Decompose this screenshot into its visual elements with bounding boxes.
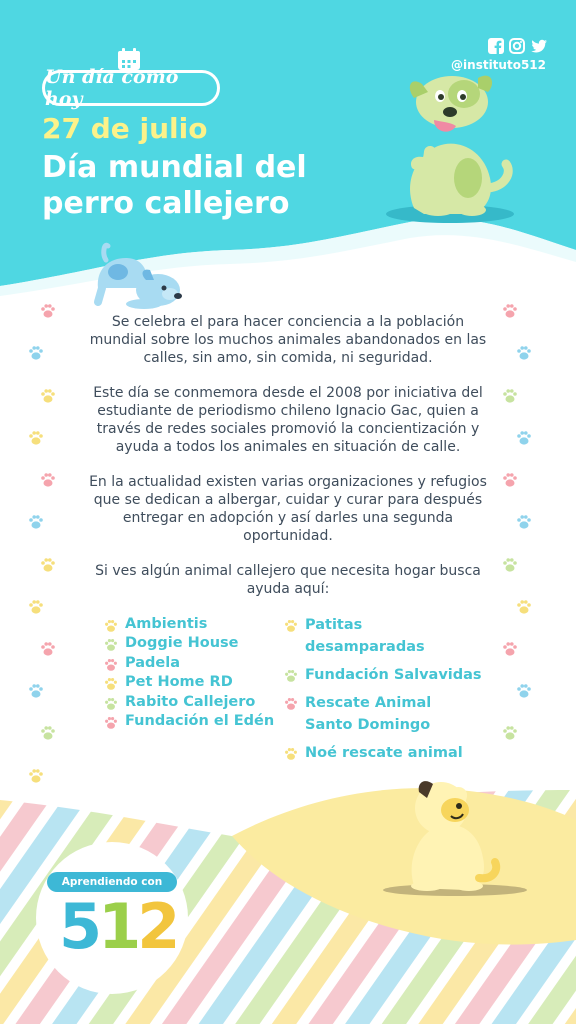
sitting-dog-illustration	[380, 68, 530, 228]
paragraph-help: Si ves algún animal callejero que necesita hogar busca ayuda aquí:	[95, 563, 481, 597]
organizations-list-right	[284, 614, 485, 770]
organization-name: Doggie House	[125, 635, 239, 652]
list-item	[104, 635, 274, 654]
paw-icon	[104, 716, 118, 730]
paw-icon	[104, 638, 118, 652]
organization-name: Fundación Salvavidas	[305, 667, 482, 683]
logo-digit-5: 5	[59, 890, 99, 963]
paw-icon	[104, 658, 118, 672]
organization-name: Fundación el Edén	[125, 712, 275, 729]
list-item	[104, 655, 274, 674]
paragraph-intro: Se celebra el para hacer conciencia a la población mundial sobre los muchos animales abandonados en las calles, sin amo, sin comida, ni seguridad.	[89, 314, 487, 366]
list-item	[284, 614, 485, 658]
twitter-icon[interactable]	[530, 38, 548, 54]
organization-name: Rabito Callejero	[125, 693, 256, 710]
organization-name: Patitas desamparadas	[305, 617, 425, 655]
organization-name: Pet Home RD	[125, 674, 233, 691]
paw-icon	[104, 619, 118, 633]
un-dia-como-hoy-badge	[42, 66, 220, 110]
social-handle[interactable]: @instituto512	[451, 58, 546, 72]
list-item	[284, 742, 485, 764]
list-item	[104, 674, 274, 693]
paw-icon	[104, 677, 118, 691]
paw-icon	[284, 747, 298, 761]
playful-dog-illustration	[88, 240, 188, 312]
date-title: 27 de julio	[42, 112, 208, 145]
instagram-icon[interactable]	[509, 38, 525, 54]
aprendiendo-con-512-logo	[47, 872, 177, 962]
social-icons	[488, 38, 548, 54]
paw-icon	[104, 697, 118, 711]
paragraph-history: Este día se conmemora desde el 2008 por iniciativa del estudiante de periodismo chileno Ignacio Gac, quien a través de redes sociales promovió la concientización y ayuda a todos los animales en situación de calle.	[93, 385, 483, 455]
list-item	[104, 616, 274, 635]
page-title: Día mundial del perro callejero	[42, 150, 307, 221]
list-item	[284, 692, 485, 736]
body-text	[88, 313, 488, 615]
paw-icon	[284, 619, 298, 633]
organizations-list-left	[104, 616, 274, 732]
paw-icon	[284, 697, 298, 711]
logo-digit-1: 1	[98, 890, 138, 963]
yellow-dog-illustration	[375, 770, 535, 900]
facebook-icon[interactable]	[488, 38, 504, 54]
logo-number	[59, 890, 176, 963]
paragraph-organizations: En la actualidad existen varias organizaciones y refugios que se dedican a albergar, cuidar y curar para después entregar en adopción y así darles una segunda oportunidad.	[89, 474, 487, 544]
organization-name: Ambientis	[125, 616, 208, 632]
list-item	[284, 664, 485, 686]
list-item	[104, 694, 274, 713]
logo-digit-2: 2	[137, 890, 177, 963]
badge-label: Un día como hoy	[45, 66, 179, 110]
organization-name: Rescate Animal Santo Domingo	[305, 695, 432, 733]
organization-name: Padela	[125, 654, 180, 671]
logo-tagline: Aprendiendo con	[47, 872, 177, 892]
organization-name: Noé rescate animal	[305, 745, 463, 761]
paw-icon	[284, 669, 298, 683]
list-item	[104, 713, 274, 732]
